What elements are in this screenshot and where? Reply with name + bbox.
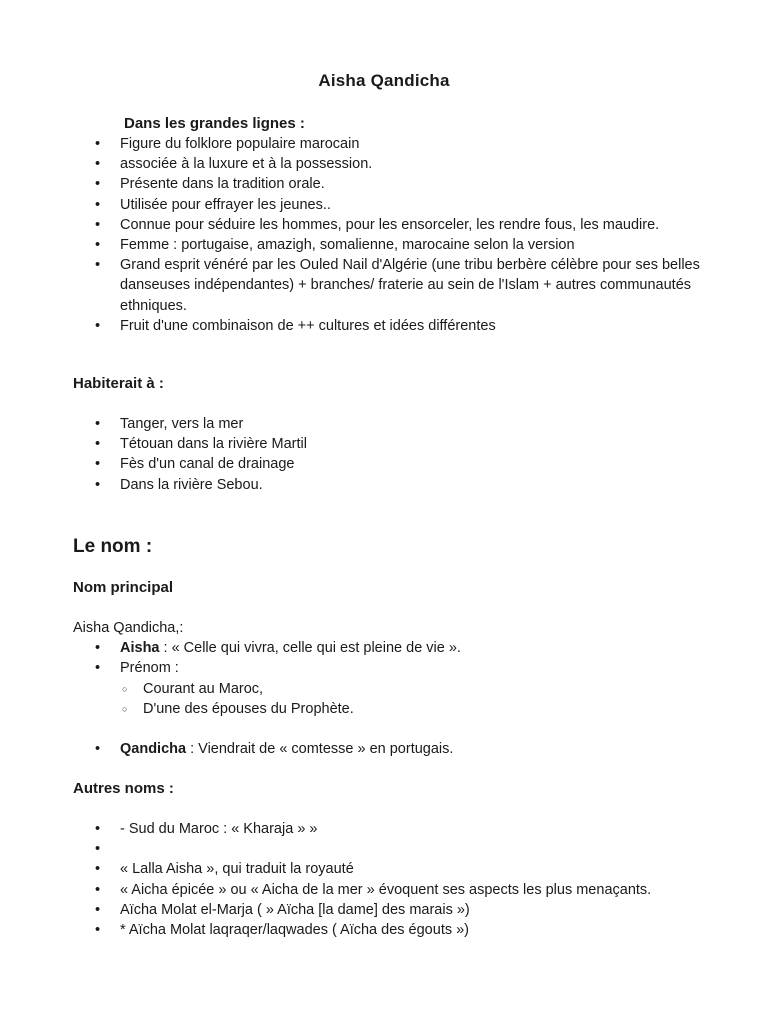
qandicha-definition: : Viendrait de « comtesse » en portugais.	[186, 741, 454, 757]
habitat-list	[73, 414, 713, 495]
section-heading-other-names: Autres noms :	[73, 780, 174, 797]
list-item: • - Sud du Maroc : « Kharaja » »	[73, 819, 713, 839]
list-item: • « Lalla Aisha », qui traduit la royauté	[73, 859, 713, 879]
list-item: • Fès d'un canal de drainage	[73, 454, 713, 474]
other-names-list	[73, 819, 713, 940]
list-item-qandicha	[73, 739, 713, 759]
list-item: • Grand esprit vénéré par les Ouled Nail d'Algérie (une tribu berbère célèbre pour ses belles danseuses indépendantes) + branches/ fraterie au sein de l'Islam + autres communautés ethniques.	[73, 255, 712, 316]
qandicha-content	[73, 739, 713, 759]
sub-list-item: ○ D'une des épouses du Prophète.	[73, 699, 713, 719]
main-name-list	[73, 638, 713, 719]
list-item: • Femme : portugaise, amazigh, somalienne, marocaine selon la version	[73, 235, 713, 255]
list-item: • Utilisée pour effrayer les jeunes..	[73, 195, 713, 215]
list-item: • Connue pour séduire les hommes, pour les ensorceler, les rendre fous, les maudire.	[73, 215, 705, 235]
list-item	[73, 839, 713, 859]
document-title: Aisha Qandicha	[318, 71, 450, 90]
aisha-definition: : « Celle qui vivra, celle qui est pleine de vie ».	[159, 640, 461, 657]
section-habitat	[73, 374, 713, 394]
subheading-main-name: Nom principal	[73, 579, 174, 596]
list-item: • Présente dans la tradition orale.	[73, 174, 713, 194]
term-aisha: Aisha	[120, 640, 160, 657]
name-intro: Aisha Qandicha,:	[73, 620, 184, 636]
other-names-content	[73, 819, 713, 940]
habitat-list-wrap	[73, 414, 713, 495]
section-heading-habitat: Habiterait à :	[73, 375, 164, 392]
overview-list	[73, 134, 713, 336]
list-item: • * Aïcha Molat laqraqer/laqwades ( Aïcha des égouts »)	[73, 920, 713, 940]
main-name-subsection	[73, 578, 713, 598]
list-item-prenom: • Prénom :	[73, 658, 713, 678]
list-item: • Dans la rivière Sebou.	[73, 475, 713, 495]
list-item: • « Aicha épicée » ou « Aicha de la mer » évoquent ses aspects les plus menaçants.	[73, 880, 713, 900]
list-item: • Figure du folklore populaire marocain	[73, 134, 713, 154]
sub-list-item: ○ Courant au Maroc,	[73, 679, 713, 699]
main-name-content	[73, 618, 713, 719]
list-item: • associée à la luxure et à la possession.	[73, 154, 713, 174]
list-item: • Tétouan dans la rivière Martil	[73, 434, 713, 454]
section-heading-name: Le nom :	[73, 536, 153, 557]
term-qandicha: Qandicha	[120, 741, 187, 757]
section-overview	[73, 114, 713, 336]
section-other-names	[73, 779, 713, 799]
section-heading-overview: Dans les grandes lignes :	[124, 115, 305, 132]
section-name	[73, 535, 713, 559]
qandicha-list	[73, 739, 713, 759]
list-item: • Tanger, vers la mer	[73, 414, 713, 434]
list-item: • Aïcha Molat el-Marja ( » Aïcha [la dame] des marais »)	[73, 900, 713, 920]
list-item: • Fruit d'une combinaison de ++ cultures et idées différentes	[73, 316, 713, 336]
list-item-aisha	[73, 638, 713, 658]
